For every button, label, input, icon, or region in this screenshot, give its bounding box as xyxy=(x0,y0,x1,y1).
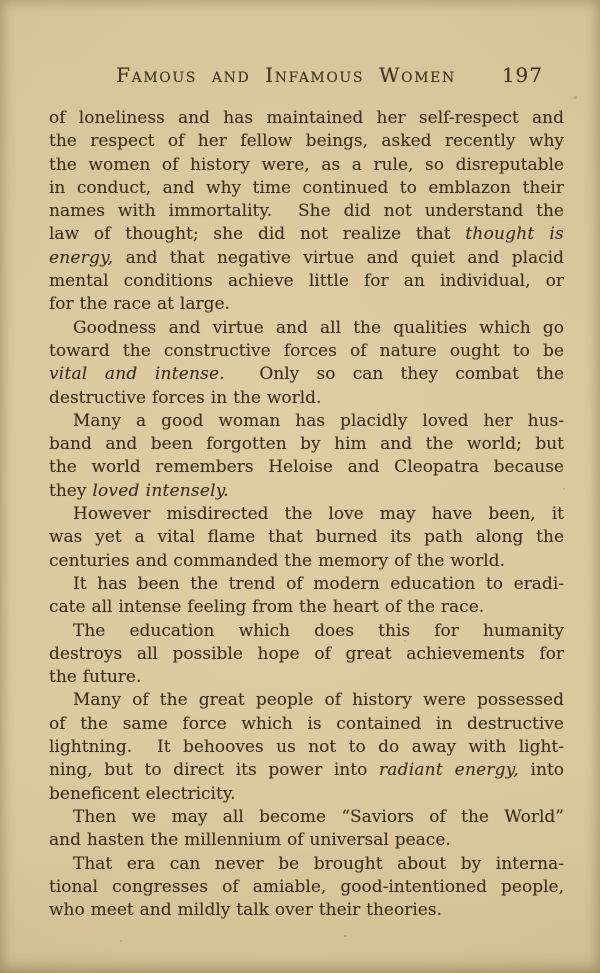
text-line xyxy=(49,899,564,922)
text-line xyxy=(49,480,564,503)
text-line xyxy=(49,270,564,293)
text-segment: toward the constructive forces of nature ought to be xyxy=(49,340,564,361)
text-segment: they xyxy=(49,480,93,501)
text-segment: was yet a vital flame that burned its path along the xyxy=(49,527,564,548)
text-line xyxy=(49,853,564,876)
text-line xyxy=(49,433,564,456)
text-line xyxy=(49,200,564,223)
text-line xyxy=(49,340,564,363)
text-segment: Then we may all become “Saviors of the World” xyxy=(73,806,564,827)
text-line xyxy=(49,713,564,736)
text-segment: beneficent electricity. xyxy=(49,783,236,804)
text-segment: and hasten the millennium of universal peace. xyxy=(49,830,451,851)
text-segment: Goodness and virtue and all the qualities which go xyxy=(73,317,564,338)
text-segment: the women of history were, as a rule, so disreputable xyxy=(49,154,564,175)
text-segment: ning, but to direct its power into xyxy=(49,760,379,781)
text-segment: destroys all possible hope of great achievements for xyxy=(49,643,564,664)
text-segment: cate all intense feeling from the heart of the race. xyxy=(49,597,485,618)
italic-text-segment: energy, xyxy=(49,247,114,268)
text-line xyxy=(49,806,564,829)
paragraph xyxy=(49,573,564,620)
text-segment: for the race at large. xyxy=(49,294,230,315)
text-segment: names with immortality. She did not understand the xyxy=(49,201,564,222)
text-line xyxy=(49,573,564,596)
text-segment: in conduct, and why time continued to emblazon their xyxy=(49,177,564,198)
text-line xyxy=(49,526,564,549)
scan-speck xyxy=(120,940,122,942)
text-segment: Many of the great people of history were possessed xyxy=(73,690,564,711)
italic-text-segment: loved intensely. xyxy=(92,480,229,501)
text-line xyxy=(49,247,564,270)
paragraph xyxy=(49,317,564,410)
text-line xyxy=(49,759,564,782)
text-line xyxy=(49,876,564,899)
running-header-title: Famous and Infamous Women xyxy=(116,63,456,87)
text-line xyxy=(49,550,564,573)
page-number: 197 xyxy=(501,63,543,87)
text-line xyxy=(49,363,564,386)
italic-text-segment: thought is xyxy=(465,224,564,245)
text-segment: Many a good woman has placidly loved her hus- xyxy=(73,410,564,431)
text-line xyxy=(49,107,564,130)
text-segment: It has been the trend of modern education to eradi- xyxy=(73,573,564,594)
text-segment: the respect of her fellow beings, asked recently why xyxy=(49,131,564,152)
text-line xyxy=(49,317,564,340)
page-body xyxy=(49,107,564,922)
text-segment: into xyxy=(518,760,565,781)
running-header xyxy=(0,63,600,91)
text-segment: of loneliness and has maintained her self-respect and xyxy=(49,108,564,128)
text-segment: the future. xyxy=(49,667,142,688)
text-segment: law of thought; she did not realize that xyxy=(49,224,466,245)
scan-speck xyxy=(344,935,347,937)
text-line xyxy=(49,410,564,433)
text-segment: However misdirected the love may have been, it xyxy=(73,504,564,525)
text-segment: mental conditions achieve little for an individual, or xyxy=(49,271,564,292)
paragraph xyxy=(49,107,564,317)
text-line xyxy=(49,503,564,526)
text-segment: That era can never be brought about by interna- xyxy=(73,853,564,874)
text-segment: the world remembers Heloise and Cleopatra because xyxy=(49,457,564,478)
paragraph xyxy=(49,410,564,503)
text-segment: and that negative virtue and quiet and placid xyxy=(113,247,564,268)
text-line xyxy=(49,154,564,177)
text-line xyxy=(49,596,564,619)
text-line xyxy=(49,783,564,806)
text-segment: centuries and commanded the memory of the world. xyxy=(49,550,505,571)
text-line xyxy=(49,666,564,689)
scan-speck xyxy=(574,96,577,99)
paragraph xyxy=(49,853,564,923)
text-line xyxy=(49,177,564,200)
paragraph xyxy=(49,503,564,573)
text-segment: Only so can they combat the xyxy=(224,364,565,385)
text-line xyxy=(49,293,564,316)
text-line xyxy=(49,387,564,410)
text-segment: tional congresses of amiable, good-intentioned people, xyxy=(49,876,564,897)
text-line xyxy=(49,829,564,852)
text-line xyxy=(49,223,564,246)
text-line xyxy=(49,689,564,712)
text-segment: band and been forgotten by him and the world; but xyxy=(49,434,564,455)
text-line xyxy=(49,736,564,759)
paragraph xyxy=(49,620,564,690)
italic-text-segment: radiant energy, xyxy=(378,760,519,781)
text-line xyxy=(49,643,564,666)
text-line xyxy=(49,620,564,643)
paragraph xyxy=(49,806,564,853)
paragraph xyxy=(49,689,564,805)
text-line xyxy=(49,130,564,153)
text-line xyxy=(49,456,564,479)
text-segment: destructive forces in the world. xyxy=(49,387,322,408)
italic-text-segment: vital and intense. xyxy=(49,364,225,385)
text-segment: who meet and mildly talk over their theories. xyxy=(49,900,442,921)
text-segment: lightning. It behooves us not to do away with light- xyxy=(49,737,564,758)
text-segment: of the same force which is contained in destructive xyxy=(49,713,564,734)
text-segment: The education which does this for humanity xyxy=(73,620,564,641)
